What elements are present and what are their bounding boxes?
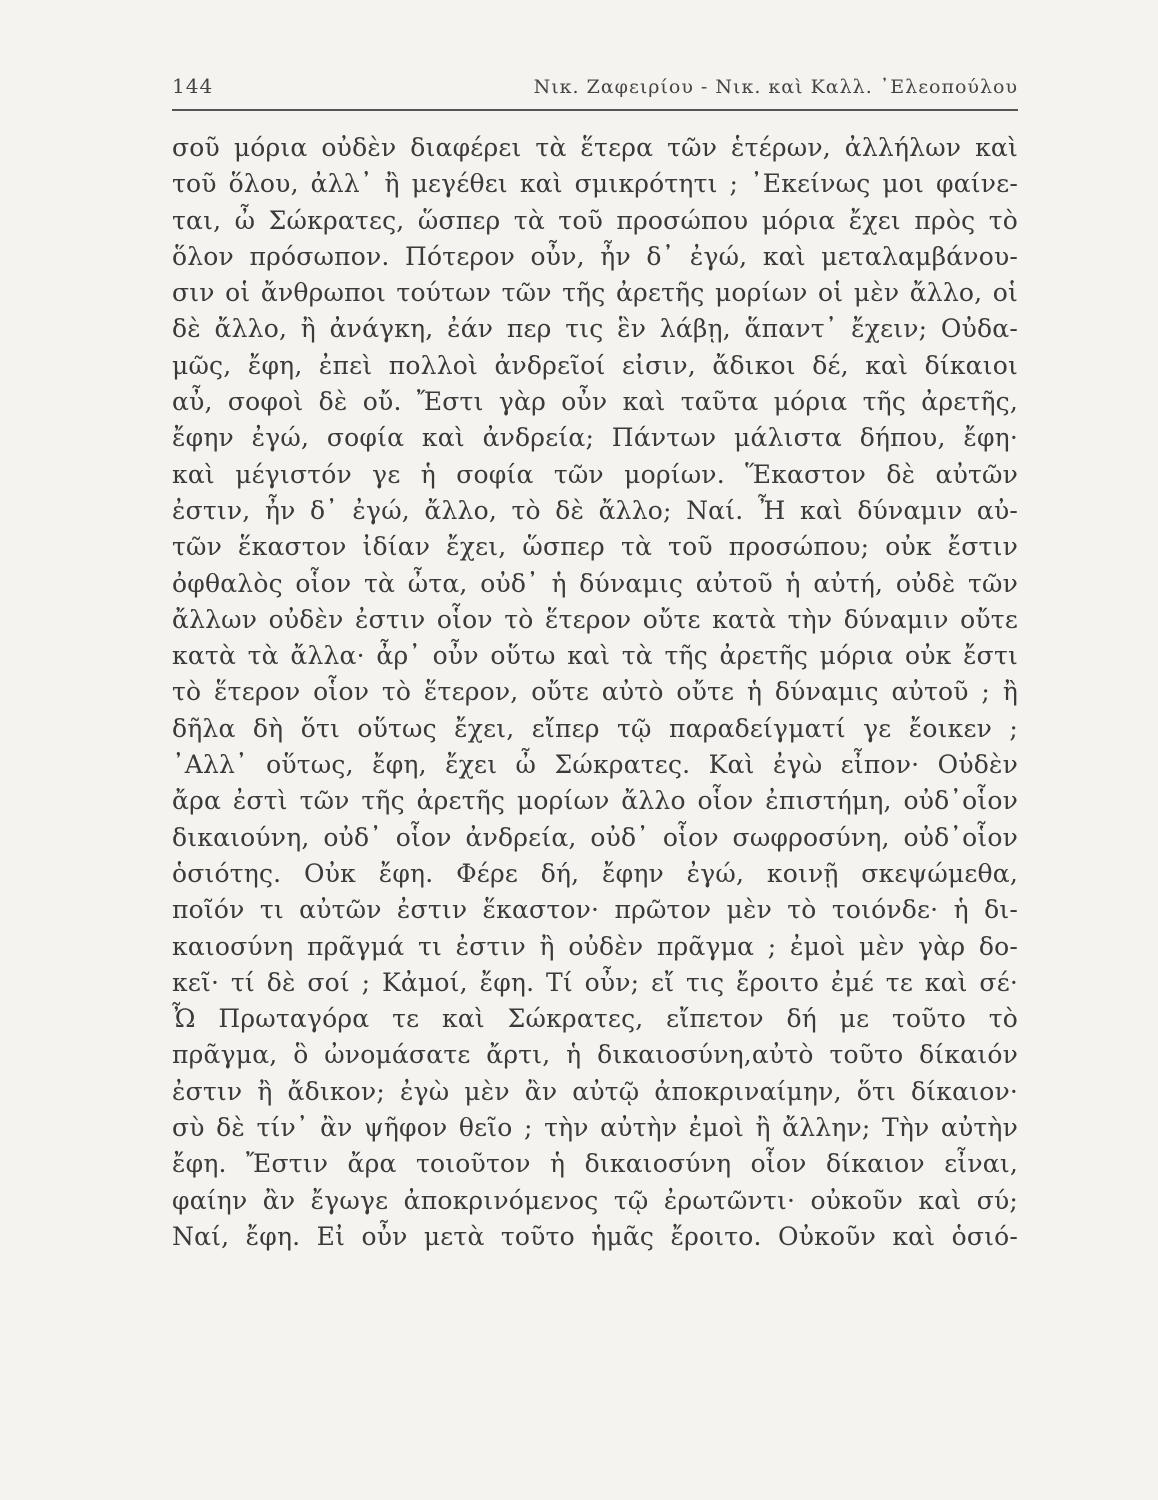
text-line: ἄλλων οὐδὲν ἐστιν οἷον τὸ ἕτερον οὔτε κατὰ τὴν δύναμιν οὔτε — [172, 604, 1018, 634]
text-line: Ὦ Πρωταγόρα τε καὶ Σώκρατες, εἴπετον δή με τοῦτο τὸ — [172, 1004, 1018, 1034]
text-line: Ναί, ἔφη. Εἰ οὖν μετὰ τοῦτο ἡμᾶς ἔροιτο. Οὐκοῦν καὶ ὁσιό- — [172, 1221, 1018, 1251]
text-line: σὺ δὲ τίν᾿ ἂν ψῆφον θεῖο ; τὴν αὐτὴν ἐμοὶ ἢ ἄλλην; Τὴν αὐτὴν — [172, 1113, 1018, 1143]
text-line: ἐστιν, ἦν δ᾿ ἐγώ, ἄλλο, τὸ δὲ ἄλλο; Ναί. Ἦ καὶ δύναμιν αὐ- — [172, 495, 1018, 525]
header-rule — [172, 109, 1018, 111]
text-line: σοῦ μόρια οὐδὲν διαφέρει τὰ ἕτερα τῶν ἑτέρων, ἀλλήλων καὶ — [172, 133, 1018, 162]
text-line: δὲ ἄλλο, ἢ ἀνάγκη, ἐάν περ τις ἓν λάβῃ, ἅπαντ᾿ ἔχειν; Οὐδα- — [172, 314, 1018, 344]
text-line: αὖ, σοφοὶ δὲ οὔ. Ἔστι γὰρ οὖν καὶ ταῦτα μόρια τῆς ἀρετῆς, — [172, 387, 1018, 417]
running-head: Νικ. Ζαφειρίου - Νικ. καὶ Καλλ. ᾿Ελεοπούλου — [533, 76, 1018, 98]
text-line: ᾿Αλλ᾿ οὕτως, ἔφη, ἔχει ὦ Σώκρατες. Καὶ ἐγὼ εἶπον· Οὐδὲν — [172, 750, 1018, 780]
text-line: ὀφθαλὸς οἷον τὰ ὦτα, οὐδ᾿ ἡ δύναμις αὐτοῦ ἡ αὐτή, οὐδὲ τῶν — [172, 568, 1018, 598]
text-line: καιοσύνη πρᾶγμά τι ἐστιν ἢ οὐδὲν πρᾶγμα ; ἐμοὶ μὲν γὰρ δο- — [172, 931, 1018, 961]
text-line: ὁσιότης. Οὐκ ἔφη. Φέρε δή, ἔφην ἐγώ, κοινῇ σκεψώμεθα, — [172, 858, 1018, 888]
text-line: δικαιούνη, οὐδ᾿ οἷον ἀνδρεία, οὐδ᾿ οἷον σωφροσύνη, οὐδ᾿οἷον — [172, 822, 1018, 852]
text-line: ἐστιν ἢ ἄδικον; ἐγὼ μὲν ἂν αὐτῷ ἀποκριναίμην, ὅτι δίκαιον· — [172, 1076, 1018, 1106]
text-line: φαίην ἂν ἔγωγε ἀποκρινόμενος τῷ ἐρωτῶντι· οὐκοῦν καὶ σύ; — [172, 1185, 1018, 1215]
page-number: 144 — [172, 74, 214, 98]
text-line: ὅλον πρόσωπον. Πότερον οὖν, ἦν δ᾿ ἐγώ, καὶ μεταλαμβάνου- — [172, 241, 1018, 271]
text-line: μῶς, ἔφη, ἐπεὶ πολλοὶ ἀνδρεῖοί εἰσιν, ἄδικοι δέ, καὶ δίκαιοι — [172, 350, 1018, 380]
text-line: ται, ὦ Σώκρατες, ὥσπερ τὰ τοῦ προσώπου μόρια ἔχει πρὸς τὸ — [172, 205, 1018, 235]
text-line: ἄρα ἐστὶ τῶν τῆς ἀρετῆς μορίων ἄλλο οἷον ἐπιστήμη, οὐδ᾿οἷον — [172, 786, 1018, 816]
text-line: κατὰ τὰ ἄλλα· ἆρ᾿ οὖν οὕτω καὶ τὰ τῆς ἀρετῆς μόρια οὐκ ἔστι — [172, 641, 1018, 671]
text-line: ἔφην ἐγώ, σοφία καὶ ἀνδρεία; Πάντων μάλιστα δήπου, ἔφη· — [172, 423, 1018, 453]
text-line: τοῦ ὅλου, ἀλλ᾿ ἢ μεγέθει καὶ σμικρότητι ; ᾿Εκείνως μοι φαίνε- — [172, 169, 1018, 199]
text-line: ἔφη. Ἔστιν ἄρα τοιοῦτον ἡ δικαιοσύνη οἷον δίκαιον εἶναι, — [172, 1149, 1018, 1179]
text-line: σιν οἱ ἄνθρωποι τούτων τῶν τῆς ἀρετῆς μορίων οἱ μὲν ἄλλο, οἱ — [172, 278, 1018, 308]
body-text — [172, 130, 1018, 1255]
text-line: ποῖόν τι αὐτῶν ἐστιν ἕκαστον· πρῶτον μὲν τὸ τοιόνδε· ἡ δι- — [172, 895, 1018, 925]
text-line: κεῖ· τί δὲ σοί ; Κἀμοί, ἔφη. Τί οὖν; εἴ τις ἔροιτο ἐμέ τε καὶ σέ· — [172, 967, 1018, 997]
page-header — [172, 70, 1018, 110]
text-line: τῶν ἕκαστον ἰδίαν ἔχει, ὥσπερ τὰ τοῦ προσώπου; οὐκ ἔστιν — [172, 532, 1018, 562]
text-line: τὸ ἕτερον οἷον τὸ ἕτερον, οὔτε αὐτὸ οὔτε ἡ δύναμις αὐτοῦ ; ἢ — [172, 677, 1018, 707]
text-line: πρᾶγμα, ὃ ὠνομάσατε ἄρτι, ἡ δικαιοσύνη,αὐτὸ τοῦτο δίκαιόν — [172, 1040, 1018, 1070]
text-line: καὶ μέγιστόν γε ἡ σοφία τῶν μορίων. Ἕκαστον δὲ αὐτῶν — [172, 459, 1018, 489]
text-line: δῆλα δὴ ὅτι οὕτως ἔχει, εἴπερ τῷ παραδείγματί γε ἔοικεν ; — [172, 713, 1018, 743]
